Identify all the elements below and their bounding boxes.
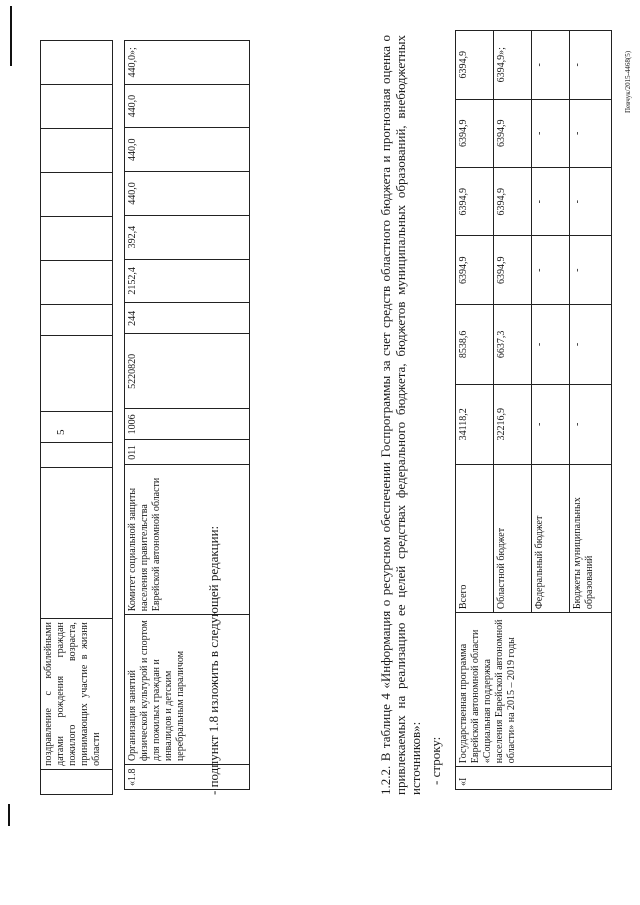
value-cell: 32216,9 xyxy=(494,384,532,464)
value-cell: 440,0 xyxy=(125,84,250,128)
value-cell: 392,4 xyxy=(125,215,250,259)
table-cell xyxy=(41,468,113,619)
value-cell: - xyxy=(570,236,612,304)
value-cell: 2152,4 xyxy=(125,259,250,303)
table-cell xyxy=(41,41,113,85)
code-cell: 244 xyxy=(125,303,250,334)
code-cell: 5220820 xyxy=(125,334,250,409)
string-label: - строку: xyxy=(428,736,443,785)
code-cell: 011 xyxy=(125,440,250,465)
value-cell: 6394,9 xyxy=(494,236,532,304)
source-label: Федеральный бюджет xyxy=(532,464,570,612)
value-cell: - xyxy=(570,384,612,464)
resource-table xyxy=(455,30,612,790)
value-cell: 440,0»; xyxy=(125,41,250,85)
table-cell xyxy=(41,443,113,468)
value-cell: 6394,9 xyxy=(456,31,494,100)
quote-mark: «I xyxy=(456,767,612,790)
value-cell: - xyxy=(570,168,612,236)
value-cell: - xyxy=(570,31,612,100)
table-cell xyxy=(41,769,113,794)
value-cell: - xyxy=(532,31,570,100)
table-cell xyxy=(41,173,113,217)
table-cell xyxy=(41,260,113,304)
footer-code: Певчук/2015-4468(5) xyxy=(624,50,632,113)
value-cell: - xyxy=(570,304,612,384)
row-number: «1.8 xyxy=(125,765,250,790)
table-previous-row xyxy=(40,40,113,795)
page-number: 5 xyxy=(55,429,67,435)
value-cell: 6394,9 xyxy=(456,236,494,304)
program-name: Государственная программа Еврейской автономной области «Социальная поддержка населения Еврейской автономной области» на 2015 – 2019 годы xyxy=(456,613,612,767)
value-cell: 6394,9 xyxy=(456,168,494,236)
value-cell: - xyxy=(532,384,570,464)
value-cell: - xyxy=(570,99,612,167)
value-cell: 6394,9 xyxy=(456,99,494,167)
source-label: Областной бюджет xyxy=(494,464,532,612)
value-cell: 6394,9 xyxy=(494,99,532,167)
row-name: Организация занятий физической культурой и спортом для пожилых граждан и инвалидов и детским церебральным параличом xyxy=(125,615,250,765)
value-cell: 6637,3 xyxy=(494,304,532,384)
table-cell xyxy=(41,217,113,261)
value-cell: 440,0 xyxy=(125,128,250,172)
value-cell: 8538,6 xyxy=(456,304,494,384)
table-cell xyxy=(41,129,113,173)
value-cell: - xyxy=(532,236,570,304)
value-cell: 6394,9»; xyxy=(494,31,532,100)
table-cell xyxy=(41,336,113,411)
table-cell xyxy=(41,85,113,129)
value-cell: 440,0 xyxy=(125,172,250,216)
table-row-1-8 xyxy=(124,40,250,790)
source-label: Бюджеты муниципальных образований xyxy=(570,464,612,612)
row-description: поздравление с юбилейными датами рождения граждан пожилого возраста, принимающих участие в жизни области xyxy=(41,619,113,770)
code-cell: 1006 xyxy=(125,409,250,440)
value-cell: - xyxy=(532,99,570,167)
value-cell: - xyxy=(532,168,570,236)
value-cell: 34118,2 xyxy=(456,384,494,464)
value-cell: - xyxy=(532,304,570,384)
value-cell: 6394,9 xyxy=(494,168,532,236)
section-1-2-2: 1.2.2. В таблице 4 «Информация о ресурсном обеспечении Госпрограммы за счет средств областного бюджета и прогнозная оценка о привлекаемых на реализацию ее целей средствах федерального бюджета, бюджетов муниципальных образований, внебюджетных источников»: xyxy=(378,35,423,795)
table-cell xyxy=(41,411,113,442)
table-cell xyxy=(41,304,113,335)
subpoint-heading: - подпункт 1.8 изложить в следующей редакции: xyxy=(206,525,221,795)
row-executor: Комитет социальной защиты населения правительства Еврейской автономной области xyxy=(125,465,250,615)
source-label: Всего xyxy=(456,464,494,612)
